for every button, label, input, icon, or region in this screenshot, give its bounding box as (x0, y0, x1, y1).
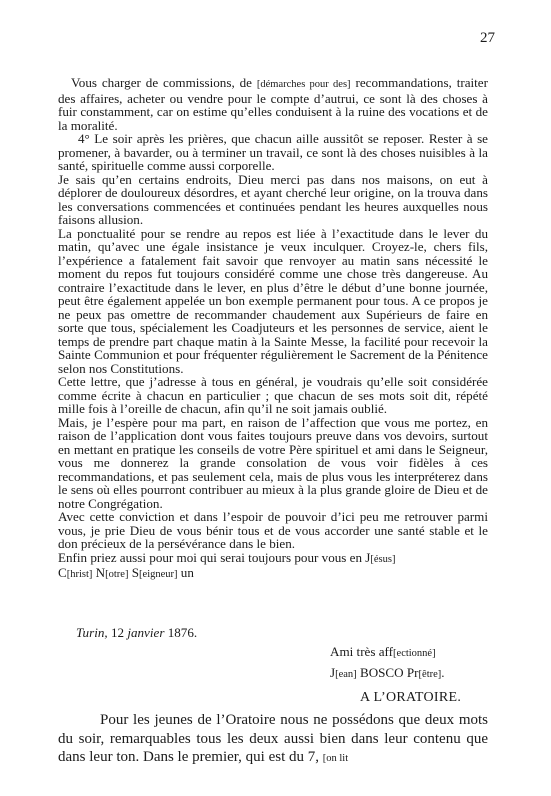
place-date: Turin, 12 janvier 1876. (76, 625, 198, 640)
paragraph-punctuality: La ponctualité pour se rendre au repos est liée à l’exactitude dans le lever du matin, qu’avec une égale insistance je veux inculquer. Croyez-le, chers fils, l’expérience a fatalement fait savoir que renvoyer au matin sans nécessité le moment du repos fut toujours considéré comme une chose très dangereuse. Au contraire l’exactitude dans le lever, en plus d’être le début d’une bonne journée, peut être également appelée un bon exemple permanent pour tous. A ce propos je ne peux pas omettre de recommander chaudement aux Supérieurs de faire en sorte que tous, spécialement les Coadjuteurs et les personnes de service, aient le temps de prendre part chaque matin à la Sainte Messe, la facilité pour recevoir la Sainte Communion et pour fréquenter régulièrement le Sacrement de la Pénitence selon nos Constitutions. (58, 225, 488, 376)
page-number: 27 (480, 30, 495, 46)
paragraph-disorders: Je sais qu’en certains endroits, Dieu merci pas dans nos maisons, on eut à déplorer de douloureux désordres, et ayant cherché leur origine, on la trouva dans les conversations commencées et continuées pendant les heures auxquelles nous faisons allusion. (58, 171, 488, 227)
letter-body (58, 76, 488, 582)
signature (330, 642, 445, 684)
paragraph-hope: Mais, je l’espère pour ma part, en raison de l’affection que vous me portez, en raison de l’application dont vous faites toujours preuve dans vos devoirs, surtout en mettant en pratique les conseils de votre Père spirituel et ami dans le Seigneur, vous me donnerez la grande consolation de vous voir fidèles à ces recommandations, et pas seulement cela, mais de plus vous les interpréterez dans le sens où elles pourront contribuer au mieux à la plus grande gloire de Dieu et de notre Congrégation. (58, 414, 488, 511)
paragraph-commissions: Vous charger de commissions, de [démarches pour des] recommandations, traiter des affaires, acheter ou vendre pour le compte d’autrui, ce sont là des choses à fuir constamment, car on estime qu’elles conduisent à la ruine des vocations et de la moralité. (58, 75, 488, 133)
paragraph-evening-rest: 4° Le soir après les prières, que chacun aille aussitôt se reposer. Rester à se promener, à bavarder, ou à terminer un travail, ce sont là des choses nuisibles à la santé, spirituelle comme aussi corporelle. (58, 131, 488, 173)
paragraph-conviction: Avec cette conviction et dans l’espoir de pouvoir d’ici peu me retrouver parmi vous, je prie Dieu de vous bénir tous et de vous accorder une santé stable et le don précieux de la persévérance dans le bien. (58, 509, 488, 551)
editorial-bracket: [démarches pour des] (256, 79, 351, 90)
intro-paragraph: Pour les jeunes de l’Oratoire nous ne possédons que deux mots du soir, remarquables tous les deux aussi bien dans leur contenu que dans leur ton. Dans le premier, qui est du 7, [on lit (58, 712, 488, 765)
signature-line-name: J[ean] BOSCO Pr[être]. (330, 665, 445, 680)
section-heading: A L’ORATOIRE. (360, 690, 462, 705)
paragraph-pray: Enfin priez aussi pour moi qui serai toujours pour vous en J[ésus] C[hrist] N[otre] S[eigneur] un (58, 549, 396, 580)
signature-line-closing: Ami très aff[ectionné] (330, 644, 436, 659)
paragraph-this-letter: Cette lettre, que j’adresse à tous en général, je voudrais qu’elle soit considérée comme écrite à chacun en particulier ; que chacun de ses mots soit dit, répété mille fois à l’oreille de chacun, afin qu’il ne soit jamais oublié. (58, 374, 488, 416)
